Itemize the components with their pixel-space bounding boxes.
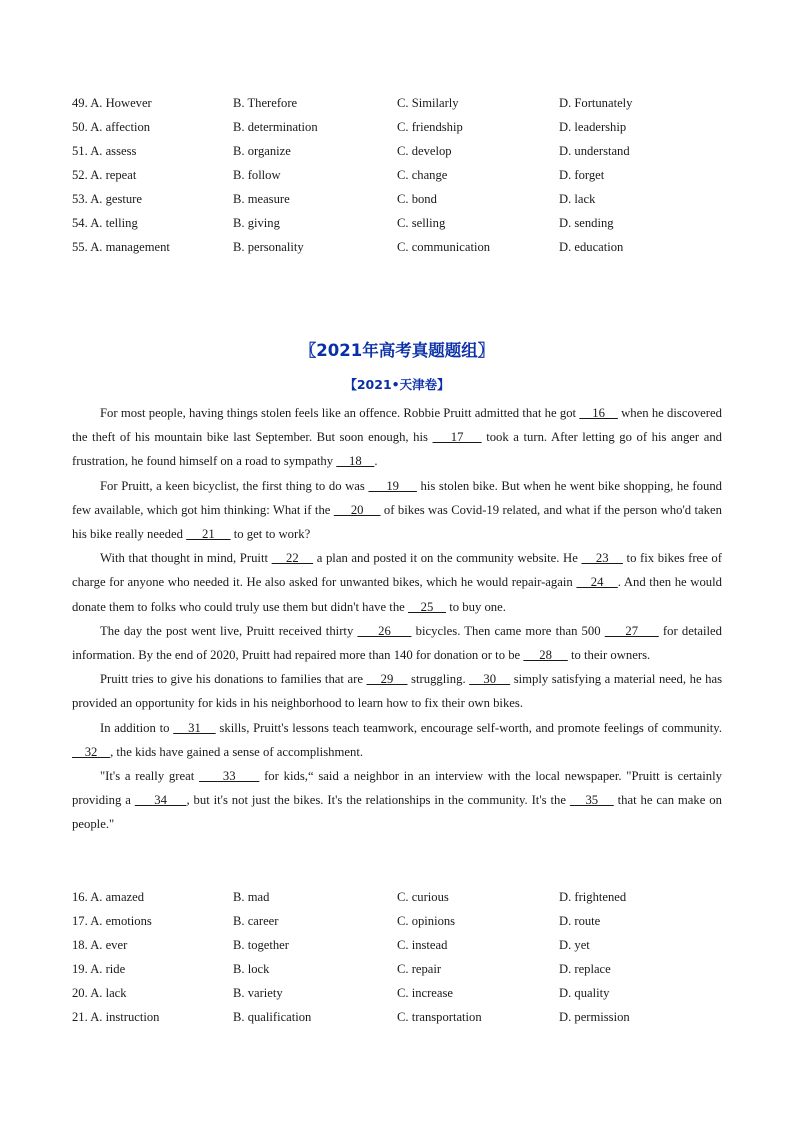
option-choice: C. develop	[397, 144, 452, 158]
passage-paragraph	[72, 401, 722, 474]
option-choice: 54. A. telling	[72, 216, 138, 230]
passage-text: In addition to	[100, 720, 174, 735]
passage-text: when he discovered the theft of his mountain bike last September. But soon enough, his	[72, 406, 722, 445]
option-choice: C. repair	[397, 962, 442, 976]
option-row	[72, 957, 732, 981]
option-choice: C. curious	[397, 890, 449, 904]
option-choice: B. follow	[233, 168, 281, 182]
option-choice: D. forget	[559, 168, 605, 182]
cloze-blank: 17	[432, 430, 482, 445]
cloze-blank: 33	[199, 769, 260, 784]
passage-text: , the kids have gained a sense of accomplishment.	[110, 744, 364, 759]
option-row	[72, 933, 732, 957]
option-choice: 18. A. ever	[72, 938, 128, 952]
option-choice: D. understand	[559, 144, 630, 158]
option-choice: B. Therefore	[233, 96, 298, 110]
passage-text: a plan and posted it on the community website. He	[313, 551, 582, 566]
cloze-blank: 19	[368, 478, 417, 493]
option-choice: D. yet	[559, 938, 590, 952]
cloze-blank: 35	[569, 793, 614, 808]
option-choice: C. transportation	[397, 1010, 482, 1024]
option-choice: D. quality	[559, 986, 610, 1000]
option-choice: C. opinions	[397, 914, 456, 928]
option-choice: 20. A. lack	[72, 986, 127, 1000]
passage-paragraph	[72, 546, 722, 619]
option-choice: B. lock	[233, 962, 270, 976]
option-choice: D. permission	[559, 1010, 630, 1024]
passage-text: bicycles. Then came more than 500	[411, 623, 605, 638]
section-title: 〖2021年高考真题题组〗	[299, 341, 495, 360]
passage-text: of bikes was Covid-19 related, and what if the person who'd taken his bike really needed	[72, 502, 723, 542]
option-row	[72, 1005, 732, 1029]
option-choice: D. education	[559, 240, 624, 254]
option-choice: B. measure	[233, 192, 290, 206]
cloze-blank: 24	[576, 575, 618, 590]
option-choice: C. friendship	[397, 120, 463, 134]
option-row	[72, 235, 732, 259]
passage-paragraph	[72, 716, 722, 764]
option-choice: B. career	[233, 914, 279, 928]
section-subtitle: 【2021•天津卷】	[344, 377, 450, 392]
passage-text: for kids,“ said a neighbor in an interview with the local newspaper. "Pruitt is certainly providing a	[72, 769, 723, 808]
cloze-blank: 18	[336, 454, 375, 469]
passage-text: skills, Pruitt's lessons teach teamwork, encourage self-worth, and promote feelings of community.	[215, 720, 723, 735]
option-choice: D. lack	[559, 192, 596, 206]
passage-text: . And then he would donate them to folks who could truly use them but didn't have the	[72, 575, 722, 614]
option-row	[72, 163, 732, 187]
option-choice: D. route	[559, 914, 601, 928]
option-choice: D. sending	[559, 216, 614, 230]
cloze-blank: 30	[469, 672, 511, 687]
option-choice: D. Fortunately	[559, 96, 633, 110]
cloze-blank: 27	[604, 623, 659, 638]
option-choice: 53. A. gesture	[72, 192, 142, 206]
option-choice: B. organize	[233, 144, 291, 158]
cloze-blank: 23	[581, 551, 623, 566]
passage-text: to fix bikes free of charge for anyone who needed it. He also asked for unwanted bikes, which he would repair-again	[72, 551, 722, 590]
cloze-blank: 31	[173, 720, 216, 735]
option-choice: D. leadership	[559, 120, 627, 134]
cloze-blank: 25	[407, 599, 447, 614]
cloze-blank: 32	[72, 744, 111, 759]
passage-paragraph	[72, 764, 722, 837]
cloze-blank: 22	[271, 551, 314, 566]
option-row	[72, 981, 732, 1005]
option-choice: B. together	[233, 938, 289, 952]
passage-text: Pruitt tries to give his donations to families that are	[100, 672, 367, 687]
option-choice: B. giving	[233, 216, 280, 230]
cloze-blank: 29	[366, 672, 408, 687]
cloze-blank: 16	[579, 406, 618, 420]
passage-text: For most people, having things stolen feels like an offence. Robbie Pruitt admitted that he got	[100, 406, 580, 420]
option-row	[72, 115, 732, 139]
option-row	[72, 885, 732, 909]
cloze-blank: 34	[134, 793, 187, 808]
option-row	[72, 139, 732, 163]
option-row	[72, 91, 732, 115]
option-choice: C. increase	[397, 986, 453, 1000]
option-choice: 49. A. However	[72, 96, 152, 110]
passage-text: For Pruitt, a keen bicyclist, the first thing to do was	[100, 478, 369, 493]
option-choice: C. selling	[397, 216, 446, 230]
option-choice: D. frightened	[559, 890, 627, 904]
option-choice: B. determination	[233, 120, 318, 134]
passage-text: to get to work?	[230, 527, 311, 542]
passage-text: .	[374, 454, 378, 469]
passage-paragraph	[72, 619, 722, 667]
cloze-blank: 21	[186, 527, 231, 542]
option-choice: 16. A. amazed	[72, 890, 145, 904]
passage-text: , but it's not just the bikes. It's the relationships in the community. It's the	[186, 793, 570, 808]
cloze-blank: 26	[357, 623, 412, 638]
passage-text: took a turn. After letting go of his anger and frustration, he found himself on a road to sympathy	[72, 430, 723, 469]
passage-paragraph	[72, 667, 722, 715]
passage-text: simply satisfying a material need, he has provided an opportunity for kids in his neighborhood to learn how to fix their own bikes.	[72, 672, 723, 711]
option-row	[72, 909, 732, 933]
option-choice: B. qualification	[233, 1010, 312, 1024]
passage-text: to buy one.	[446, 599, 506, 614]
passage-text: that he can make on people."	[72, 793, 722, 832]
option-choice: 52. A. repeat	[72, 168, 137, 182]
option-choice: 55. A. management	[72, 240, 170, 254]
option-choice: 21. A. instruction	[72, 1010, 160, 1024]
cloze-blank: 20	[333, 502, 381, 517]
option-choice: B. variety	[233, 986, 283, 1000]
option-choice: B. mad	[233, 890, 270, 904]
option-choice: B. personality	[233, 240, 304, 254]
cloze-passage	[72, 401, 722, 837]
passage-text: With that thought in mind, Pruitt	[100, 551, 272, 566]
option-choice: C. bond	[397, 192, 437, 206]
options-table-16-21	[72, 885, 732, 1029]
option-choice: C. Similarly	[397, 96, 459, 110]
passage-text: The day the post went live, Pruitt received thirty	[100, 623, 358, 638]
option-choice: C. instead	[397, 938, 448, 952]
option-choice: C. communication	[397, 240, 491, 254]
passage-paragraph	[72, 474, 722, 547]
passage-text: struggling.	[407, 672, 470, 687]
option-row	[72, 187, 732, 211]
cloze-blank: 28	[523, 648, 568, 663]
passage-text: for detailed information. By the end of 2020, Pruitt had repaired more than 140 for donation or to be	[72, 623, 723, 663]
option-choice: D. replace	[559, 962, 611, 976]
option-choice: 17. A. emotions	[72, 914, 152, 928]
passage-text: his stolen bike. But when he went bike shopping, he found few available, which got him thinking: What if the	[72, 478, 723, 517]
option-choice: 19. A. ride	[72, 962, 126, 976]
option-choice: 50. A. affection	[72, 120, 151, 134]
options-table-49-55	[72, 91, 732, 259]
passage-text: to their owners.	[567, 648, 651, 663]
option-row	[72, 211, 732, 235]
option-choice: C. change	[397, 168, 448, 182]
passage-text: "It's a really great	[100, 769, 200, 784]
option-choice: 51. A. assess	[72, 144, 137, 158]
